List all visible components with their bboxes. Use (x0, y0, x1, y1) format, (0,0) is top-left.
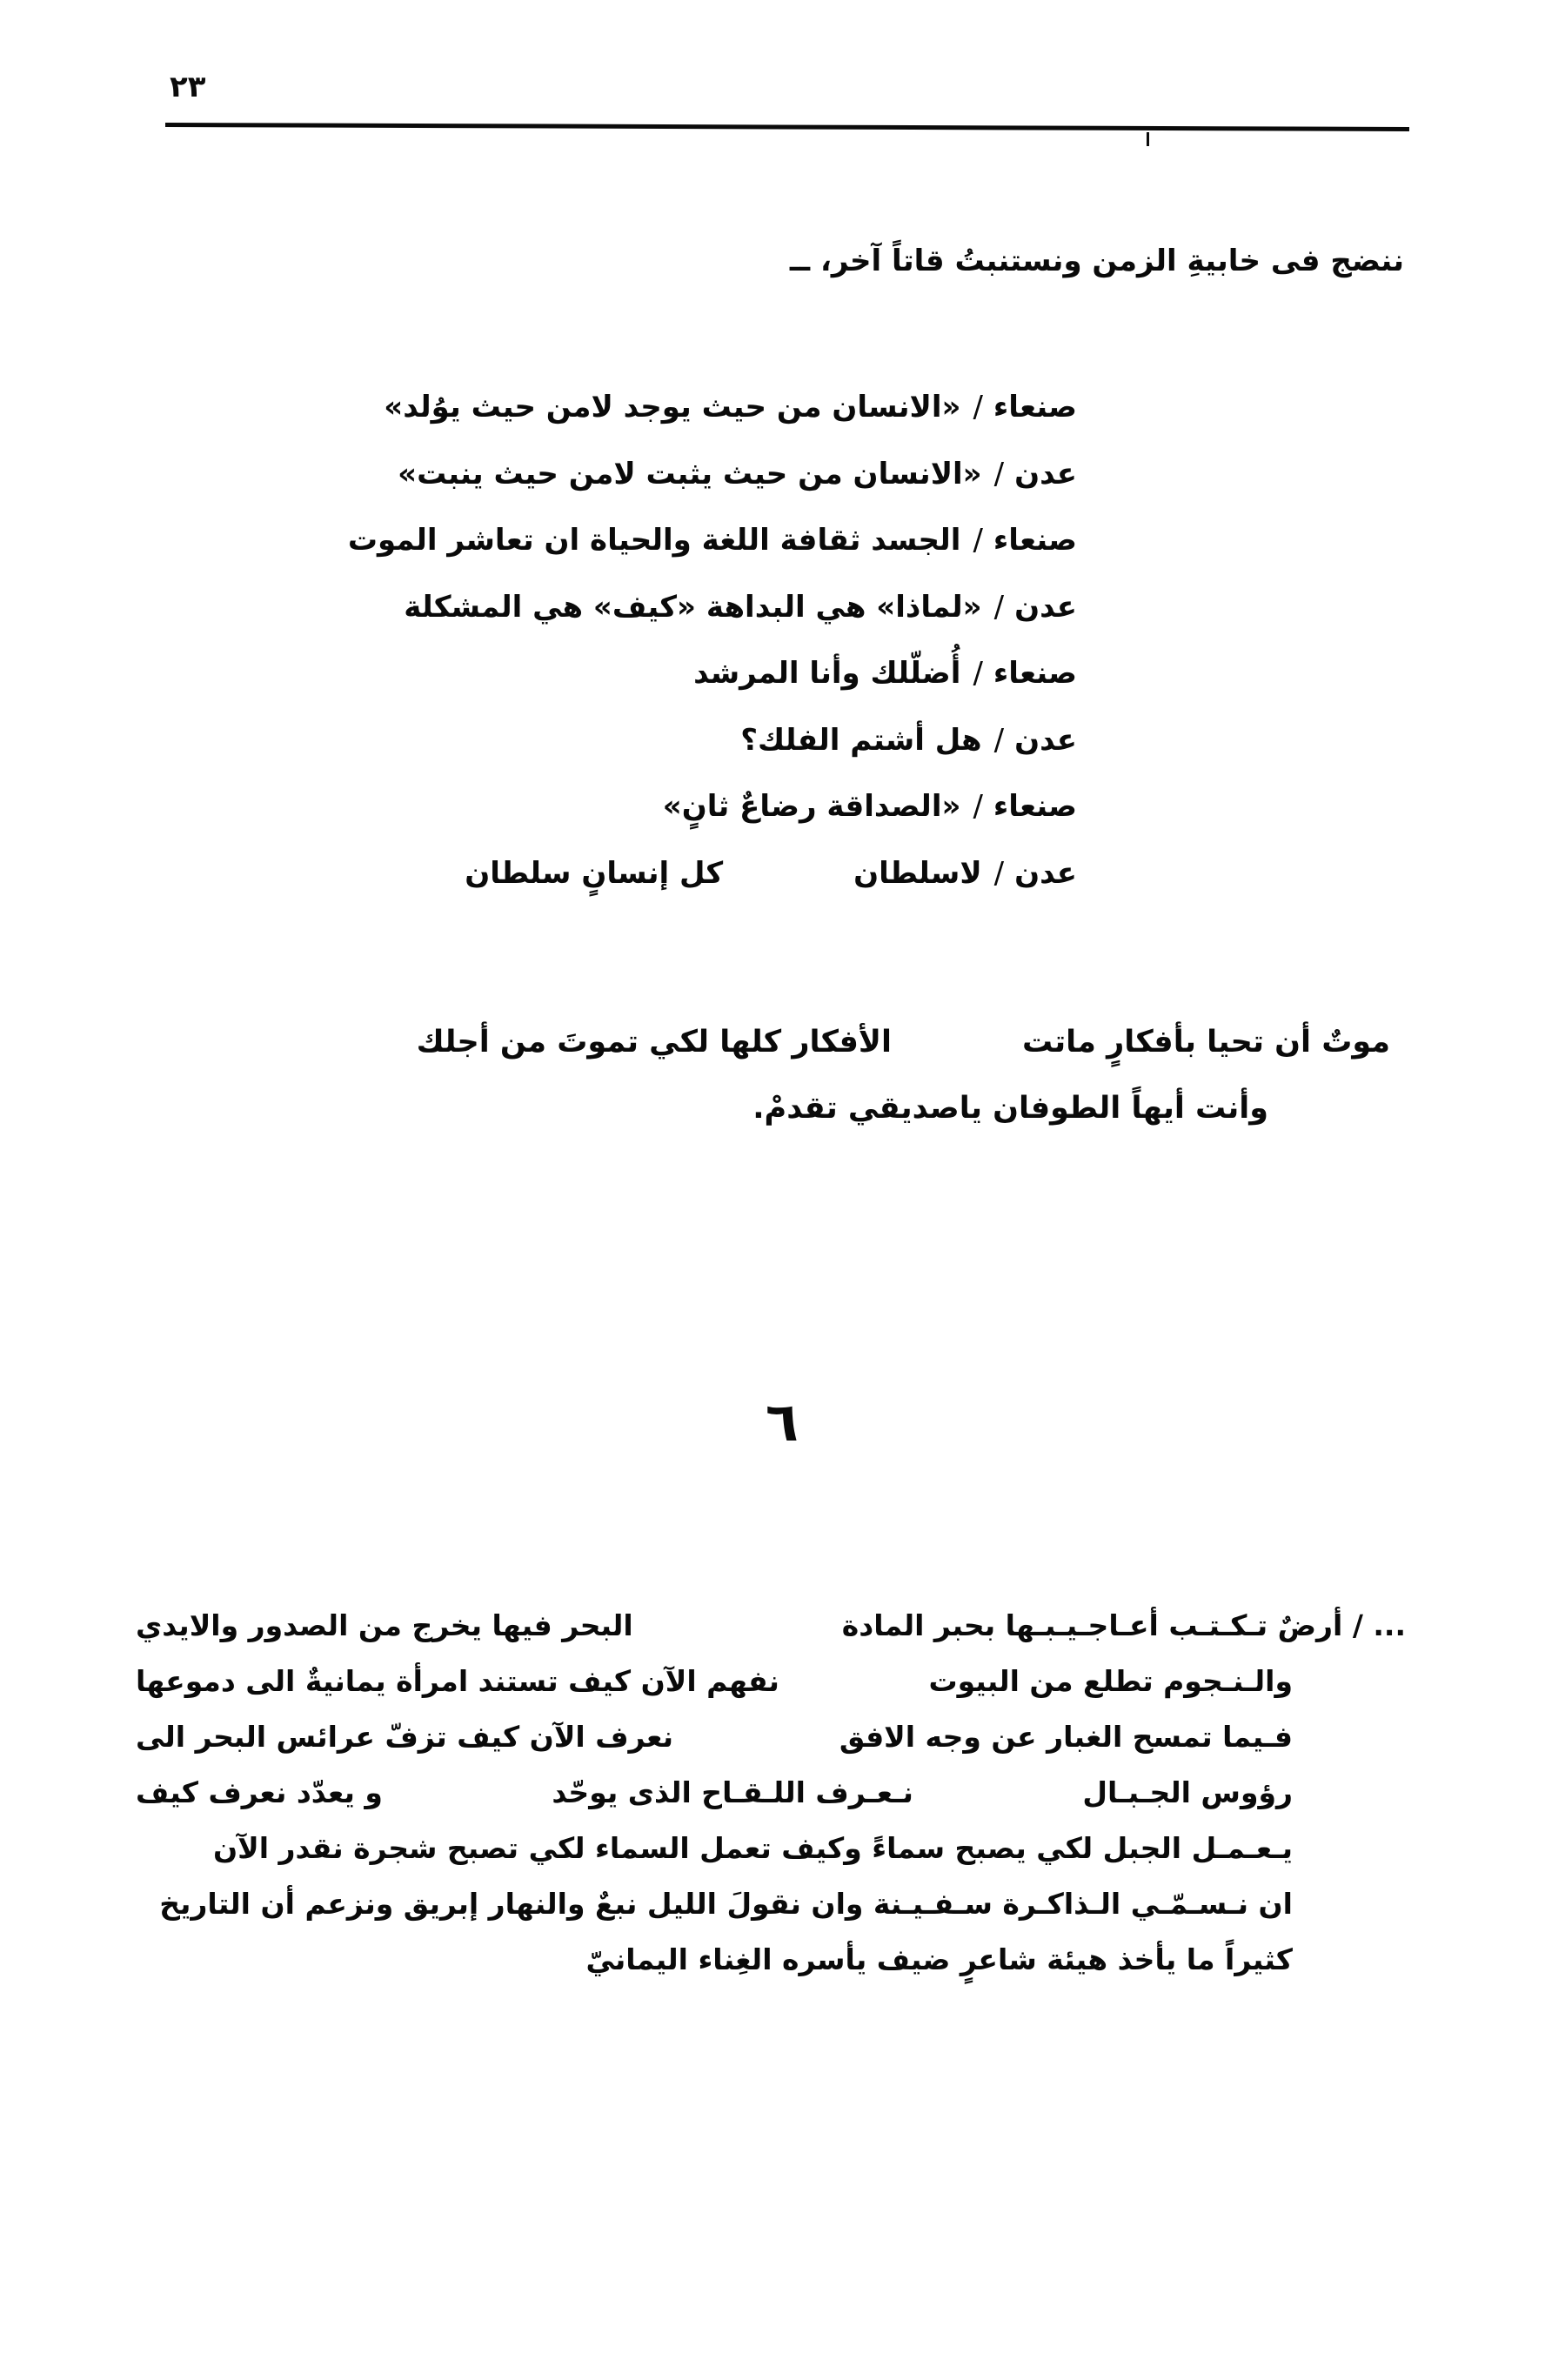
prose-line (136, 1875, 1406, 1931)
intro-line: ننضج فى خابيةِ الزمن ونستنبتُ قاتاً آخر، ــ (789, 244, 1404, 278)
dialogue-line (348, 773, 1077, 840)
dialogue-text: «لماذا» هي البداهة «كيف» هي المشكلة (404, 589, 982, 625)
separator: / (973, 789, 983, 825)
prose-line (136, 1764, 1406, 1820)
stanza-line (417, 1075, 1390, 1141)
section-number: ٦ (766, 1390, 799, 1454)
prose-part: نـعـرف اللـقـاح الذى يوحّد (552, 1775, 913, 1809)
separator: / (993, 589, 1005, 625)
stanza-part: وأنت أيهاً الطوفان ياصديقي تقدمْ. (752, 1091, 1268, 1126)
page-number: ٢٣ (170, 70, 206, 104)
dialogue-line (348, 707, 1077, 774)
speaker-label: صنعاء (993, 390, 1077, 425)
speaker-label: صنعاء (993, 789, 1077, 825)
dialogue-line (348, 441, 1077, 508)
prose-line (136, 1597, 1406, 1653)
speaker-label: صنعاء (993, 523, 1077, 558)
prose-line (136, 1653, 1406, 1708)
dialogue-text: «الانسان من حيث يثبت لامن حيث ينبت» (398, 456, 982, 491)
dialogue-line (348, 574, 1077, 641)
prose-part: ... / أرضٌ تـكـتـب أعـاجـيـبـها بحبر المادة (841, 1608, 1406, 1642)
dialogue-line (348, 640, 1077, 707)
dialogue-text: لاسلطان (853, 855, 982, 891)
dialogue-text-second: كل إنسانٍ سلطان (465, 855, 724, 891)
speaker-label: عدن (1014, 722, 1077, 758)
stanza-line (417, 1009, 1390, 1075)
separator: / (993, 456, 1005, 491)
stanza-block (417, 1009, 1390, 1141)
header-tick-mark (1147, 132, 1149, 146)
dialogue-text: الجسد ثقافة اللغة والحياة ان تعاشر الموت (347, 523, 961, 558)
dialogue-text: هل أشتم الفلك؟ (740, 722, 982, 758)
prose-part: نعرف الآن كيف تزفّ عرائس البحر الى (136, 1719, 674, 1754)
prose-part: فـيما تمسح الغبار عن وجه الافق (839, 1719, 1293, 1754)
dialogue-line (348, 374, 1077, 441)
prose-line (136, 1708, 1406, 1764)
speaker-label: صنعاء (993, 656, 1077, 692)
prose-part: يـعـمـل الجبل لكي يصبح سماءً وكيف تعمل السماء لكي تصبح شجرة نقدر الآن (212, 1830, 1293, 1865)
prose-part: و يعدّد نعرف كيف (136, 1775, 383, 1809)
header-rule (165, 123, 1409, 131)
prose-part: رؤوس الجـبـال (1082, 1775, 1293, 1809)
stanza-part: موتٌ أن تحيا بأفكارٍ ماتت (1021, 1025, 1390, 1060)
separator: / (993, 855, 1005, 891)
dialogue-text: «الانسان من حيث يوجد لامن حيث يوُلد» (384, 390, 961, 425)
prose-line (136, 1820, 1406, 1875)
dialogue-block (348, 374, 1077, 906)
speaker-label: عدن (1014, 589, 1077, 625)
separator: / (993, 722, 1005, 758)
prose-block (136, 1597, 1406, 1987)
prose-part: والـنـجوم تطلع من البيوت (928, 1663, 1293, 1698)
stanza-part: الأفكار كلها لكي تموتَ من أجلك (416, 1025, 892, 1060)
dialogue-line (348, 507, 1077, 574)
separator: / (973, 523, 983, 558)
prose-part: نفهم الآن كيف تستند امرأة يمانيةٌ الى دموعها (136, 1663, 779, 1698)
separator: / (973, 390, 983, 425)
dialogue-text: «الصداقة رضاعٌ ثانٍ» (662, 789, 961, 825)
prose-part: كثيراً ما يأخذ هيئة شاعرٍ ضيف يأسره الغِناء اليمانيّ (585, 1942, 1293, 1976)
dialogue-line (348, 840, 1077, 907)
separator: / (973, 656, 983, 692)
dialogue-text: أُضلّلك وأنا المرشد (693, 656, 961, 692)
speaker-label: عدن (1014, 855, 1077, 891)
prose-line (136, 1931, 1406, 1987)
prose-part: البحر فيها يخرج من الصدور والايدي (136, 1608, 633, 1642)
prose-part: ان نـسـمّـي الـذاكـرة سـفـيـنة وان نقولَ الليل نبعٌ والنهار إبريق ونزعم أن التاريخ (159, 1886, 1293, 1921)
speaker-label: عدن (1014, 456, 1077, 491)
